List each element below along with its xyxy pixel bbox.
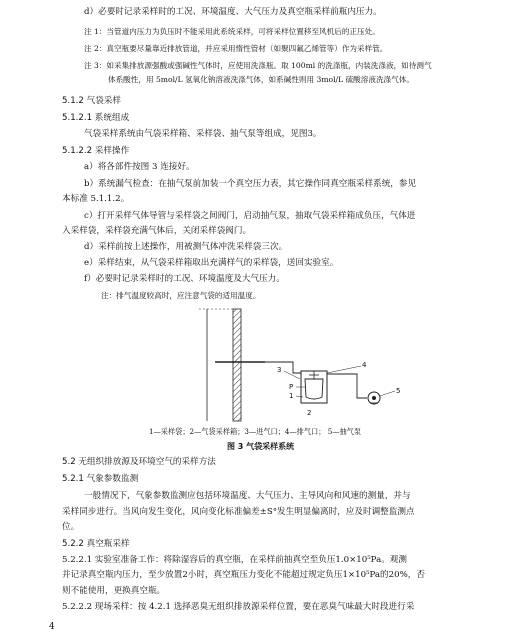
note-3: 注 3：如采集排放源强酸或强碱性气体时，应使用洗涤瓶。取 100ml 的洗涤瓶，内装洗涤液，如待测气 [84, 61, 432, 70]
page-number: 4 [49, 622, 55, 632]
para-weather-1: 一般情况下，气象参数监测应包括环境温度、大气压力、主导风向和风速的测量，并与 [84, 491, 411, 501]
para-weather-2: 采样同步进行。当风向发生变化，风向变化标准偏差±S°发生明显偏离时，应及时调整监测点 [62, 507, 415, 517]
heading-5-2-1: 5.2.1 气象参数监测 [62, 474, 139, 484]
exhaust-stack [199, 309, 241, 421]
para-lab-prep-1: 5.2.2.1 实验室准备工作：将除湿容后的真空瓶，在采样前抽真空至负压1.0×10⁵Pa。观测 [62, 555, 407, 565]
para-lab-prep-2: 并记录真空瓶内压力，至少放置2小时，真空瓶压力变化不能超过规定负压1×10⁵Pa的20%，否 [62, 570, 425, 580]
callout-p: P [289, 383, 294, 391]
sampling-tube [215, 362, 301, 373]
sampling-bag [305, 379, 323, 399]
callout-2: 2 [307, 409, 312, 417]
note-2: 注 2：真空瓶要尽量靠近排放管道，并应采用惰性管材（如聚四氟乙烯管等）作为采样管。 [84, 44, 388, 53]
heading-5-2: 5.2 无组织排放源及环境空气的采样方法 [62, 457, 216, 467]
step-b: b）系统漏气检查：在抽气泵前加装一个真空压力表，其它操作同真空瓶采样系统，参见 [84, 179, 417, 189]
note-3-cont: 体系酸性，用 5mol/L 氢氧化钠溶液洗涤气体，如系碱性则用 3mol/L 硫酸溶液洗涤气体。 [108, 75, 414, 84]
para-weather-3: 位。 [62, 522, 80, 532]
exhaust-line [327, 374, 367, 398]
heading-5-2-2: 5.2.2 真空瓶采样 [62, 539, 130, 549]
item-d-line: d）必要时记录采样时的工况、环境温度、大气压力及真空瓶采样前瓶内压力。 [84, 7, 382, 17]
heading-5-1-2: 5.1.2 气袋采样 [62, 96, 121, 106]
note-temperature: 注：排气温度较高时，应注意气袋的适用温度。 [101, 291, 261, 300]
step-c-cont: 入采样袋，采样袋充满气体后，关闭采样袋阀门。 [62, 226, 252, 236]
air-pump [368, 392, 380, 404]
heading-5-1-2-1: 5.1.2.1 系统组成 [62, 113, 130, 123]
step-e: e）采样结束，从气袋采样箱取出充满样气的采样袋，送回实验室。 [84, 258, 339, 268]
heading-5-1-2-2: 5.1.2.2 采样操作 [62, 146, 130, 156]
step-c: c）打开采样气体导管与采样袋之间阀门，启动抽气泵，抽取气袋采样箱成负压，气体进 [84, 211, 416, 221]
figure-legend: 1—采样袋；2—气袋采样箱；3—进气口；4—排气口； 5—抽气泵 [149, 427, 362, 436]
callout-1: 1 [289, 392, 294, 400]
para-field-sampling: 5.2.2.2 现场采样：按 4.2.1 选择恶臭无组织排放源采样位置，要在恶臭气味最大时段进行采 [62, 602, 415, 612]
para-system-composition: 气袋采样系统由气袋采样箱、采样袋、抽气泵等组成，见图3。 [84, 129, 322, 139]
figure-3-diagram [195, 305, 425, 423]
figure-caption: 图 3 气袋采样系统 [227, 442, 295, 451]
para-lab-prep-3: 则不能使用，更换真空瓶。 [62, 586, 166, 596]
callout-5: 5 [396, 387, 401, 395]
note-1: 注 1：当管道内压力为负压时不能采用此系统采样，可将采样位置移至风机后的正压处。 [84, 27, 380, 36]
callout-3: 3 [277, 366, 282, 374]
callout-4: 4 [362, 361, 367, 369]
step-a: a）将各部件按图 3 连接好。 [84, 162, 195, 172]
step-f: f）必要时记录采样时的工况、环境温度及大气压力。 [84, 274, 285, 284]
step-d: d）采样前按上述操作，用被测气体冲洗采样袋三次。 [84, 242, 288, 252]
step-b-cont: 本标准 5.1.1.2。 [62, 194, 130, 204]
